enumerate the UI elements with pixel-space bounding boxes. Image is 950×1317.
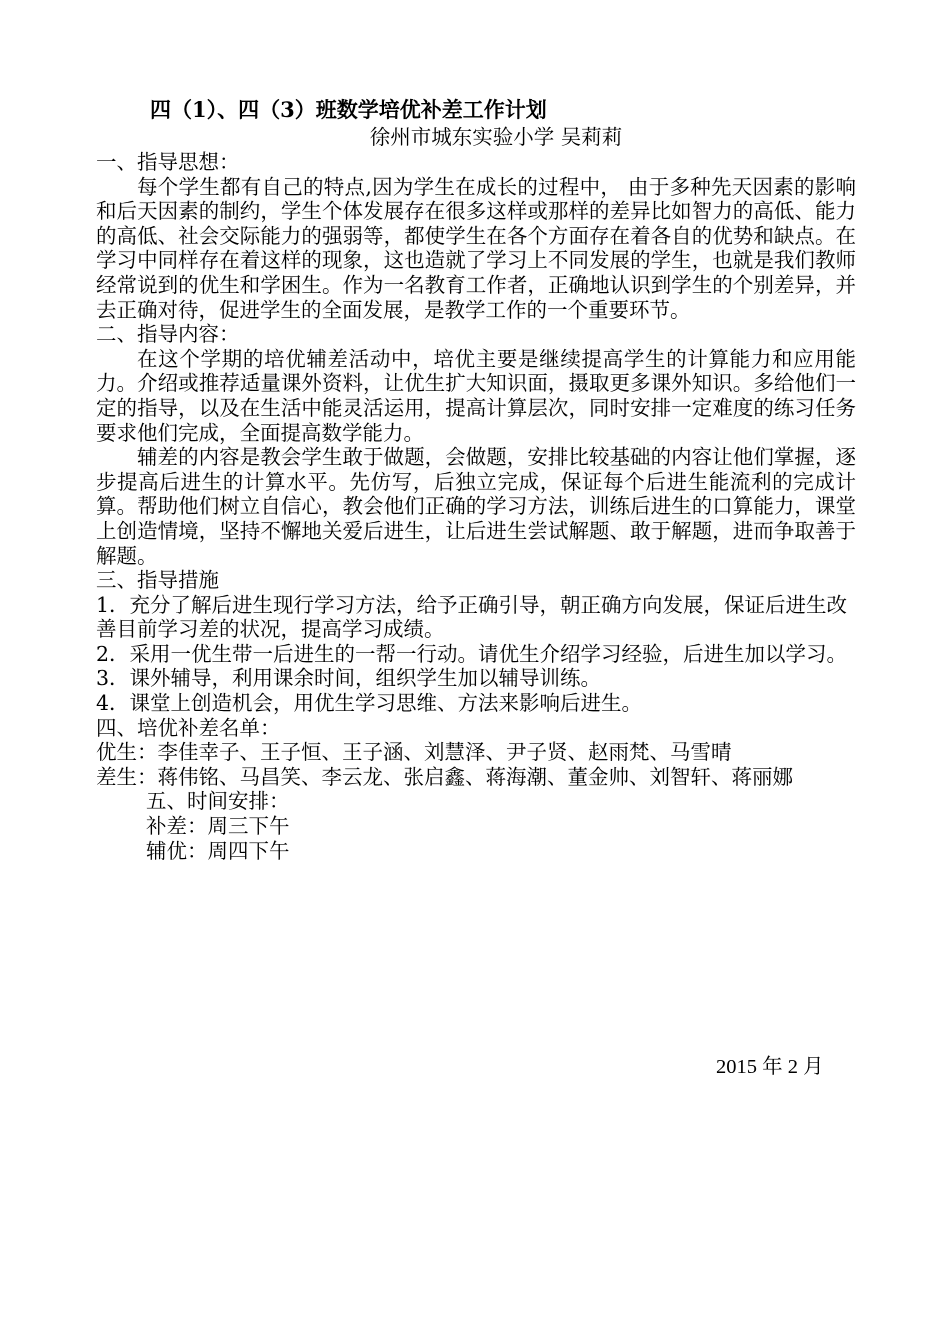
section-2-paragraph-1: 在这个学期的培优辅差活动中，培优主要是继续提高学生的计算能力和应用能力。介绍或推荐适量课外资料，让优生扩大知识面，摄取更多课外知识。多给他们一定的指导，以及在生活中能灵活运用，提高计算层次，同时安排一定难度的练习任务要求他们完成，全面提高数学能力。 xyxy=(96,346,856,445)
section-2-paragraph-2: 辅差的内容是教会学生敢于做题，会做题，安排比较基础的内容让他们掌握，逐步提高后进生的计算水平。先仿写，后独立完成，保证每个后进生能流利的完成计算。帮助他们树立自信心，教会他们正确的学习方法，训练后进生的口算能力，课堂上创造情境，坚持不懈地关爱后进生，让后进生尝试解题、敢于解题，进而争取善于解题。 xyxy=(96,445,856,568)
section-5-heading: 五、时间安排： xyxy=(146,789,290,814)
remedial-schedule: 补差：周三下午 xyxy=(146,814,290,839)
section-2-heading: 二、指导内容： xyxy=(96,322,240,347)
document-title: 四（1）、四（3）班数学培优补差工作计划 xyxy=(150,97,547,122)
section-4-heading: 四、培优补差名单： xyxy=(96,715,281,740)
section-3-heading: 三、指导措施 xyxy=(96,568,219,593)
measure-item: 2．采用一优生带一后进生的一帮一行动。请优生介绍学习经验，后进生加以学习。 xyxy=(96,641,848,666)
measure-item: 1．充分了解后进生现行学习方法，给予正确引导，朝正确方向发展，保证后进生改善目前学习差的状况，提高学习成绩。 xyxy=(96,592,848,642)
good-students-list: 优生：李佳幸子、王子恒、王子涵、刘慧泽、尹子贤、赵雨梵、马雪晴 xyxy=(96,740,732,765)
weak-students-list: 差生：蒋伟铭、马昌笑、李云龙、张启鑫、蒋海潮、董金帅、刘智轩、蒋丽娜 xyxy=(96,764,793,789)
measure-item: 3．课外辅导，利用课余时间，组织学生加以辅导训练。 xyxy=(96,666,602,691)
document-date: 2015 年 2 月 xyxy=(716,1056,824,1078)
measure-item: 4．课堂上创造机会，用优生学习思维、方法来影响后进生。 xyxy=(96,691,643,716)
document-author: 徐州市城东实验小学 吴莉莉 xyxy=(369,125,623,149)
document-body xyxy=(96,96,856,863)
section-1-paragraph: 每个学生都有自己的特点,因为学生在成长的过程中， 由于多种先天因素的影响和后天因素的制约，学生个体发展存在很多这样或那样的差异比如智力的高低、能力的高低、社会交际能力的强弱等，都使学生在各个方面存在着各自的优势和缺点。在学习中同样存在着这样的现象，这也造就了学习上不同发展的学生，也就是我们教师经常说到的优生和学困生。作为一名教育工作者，正确地认识到学生的个别差异，并去正确对待，促进学生的全面发展，是教学工作的一个重要环节。 xyxy=(96,174,856,322)
section-1-heading: 一、指导思想： xyxy=(96,150,240,174)
enrichment-schedule: 辅优：周四下午 xyxy=(146,838,290,863)
